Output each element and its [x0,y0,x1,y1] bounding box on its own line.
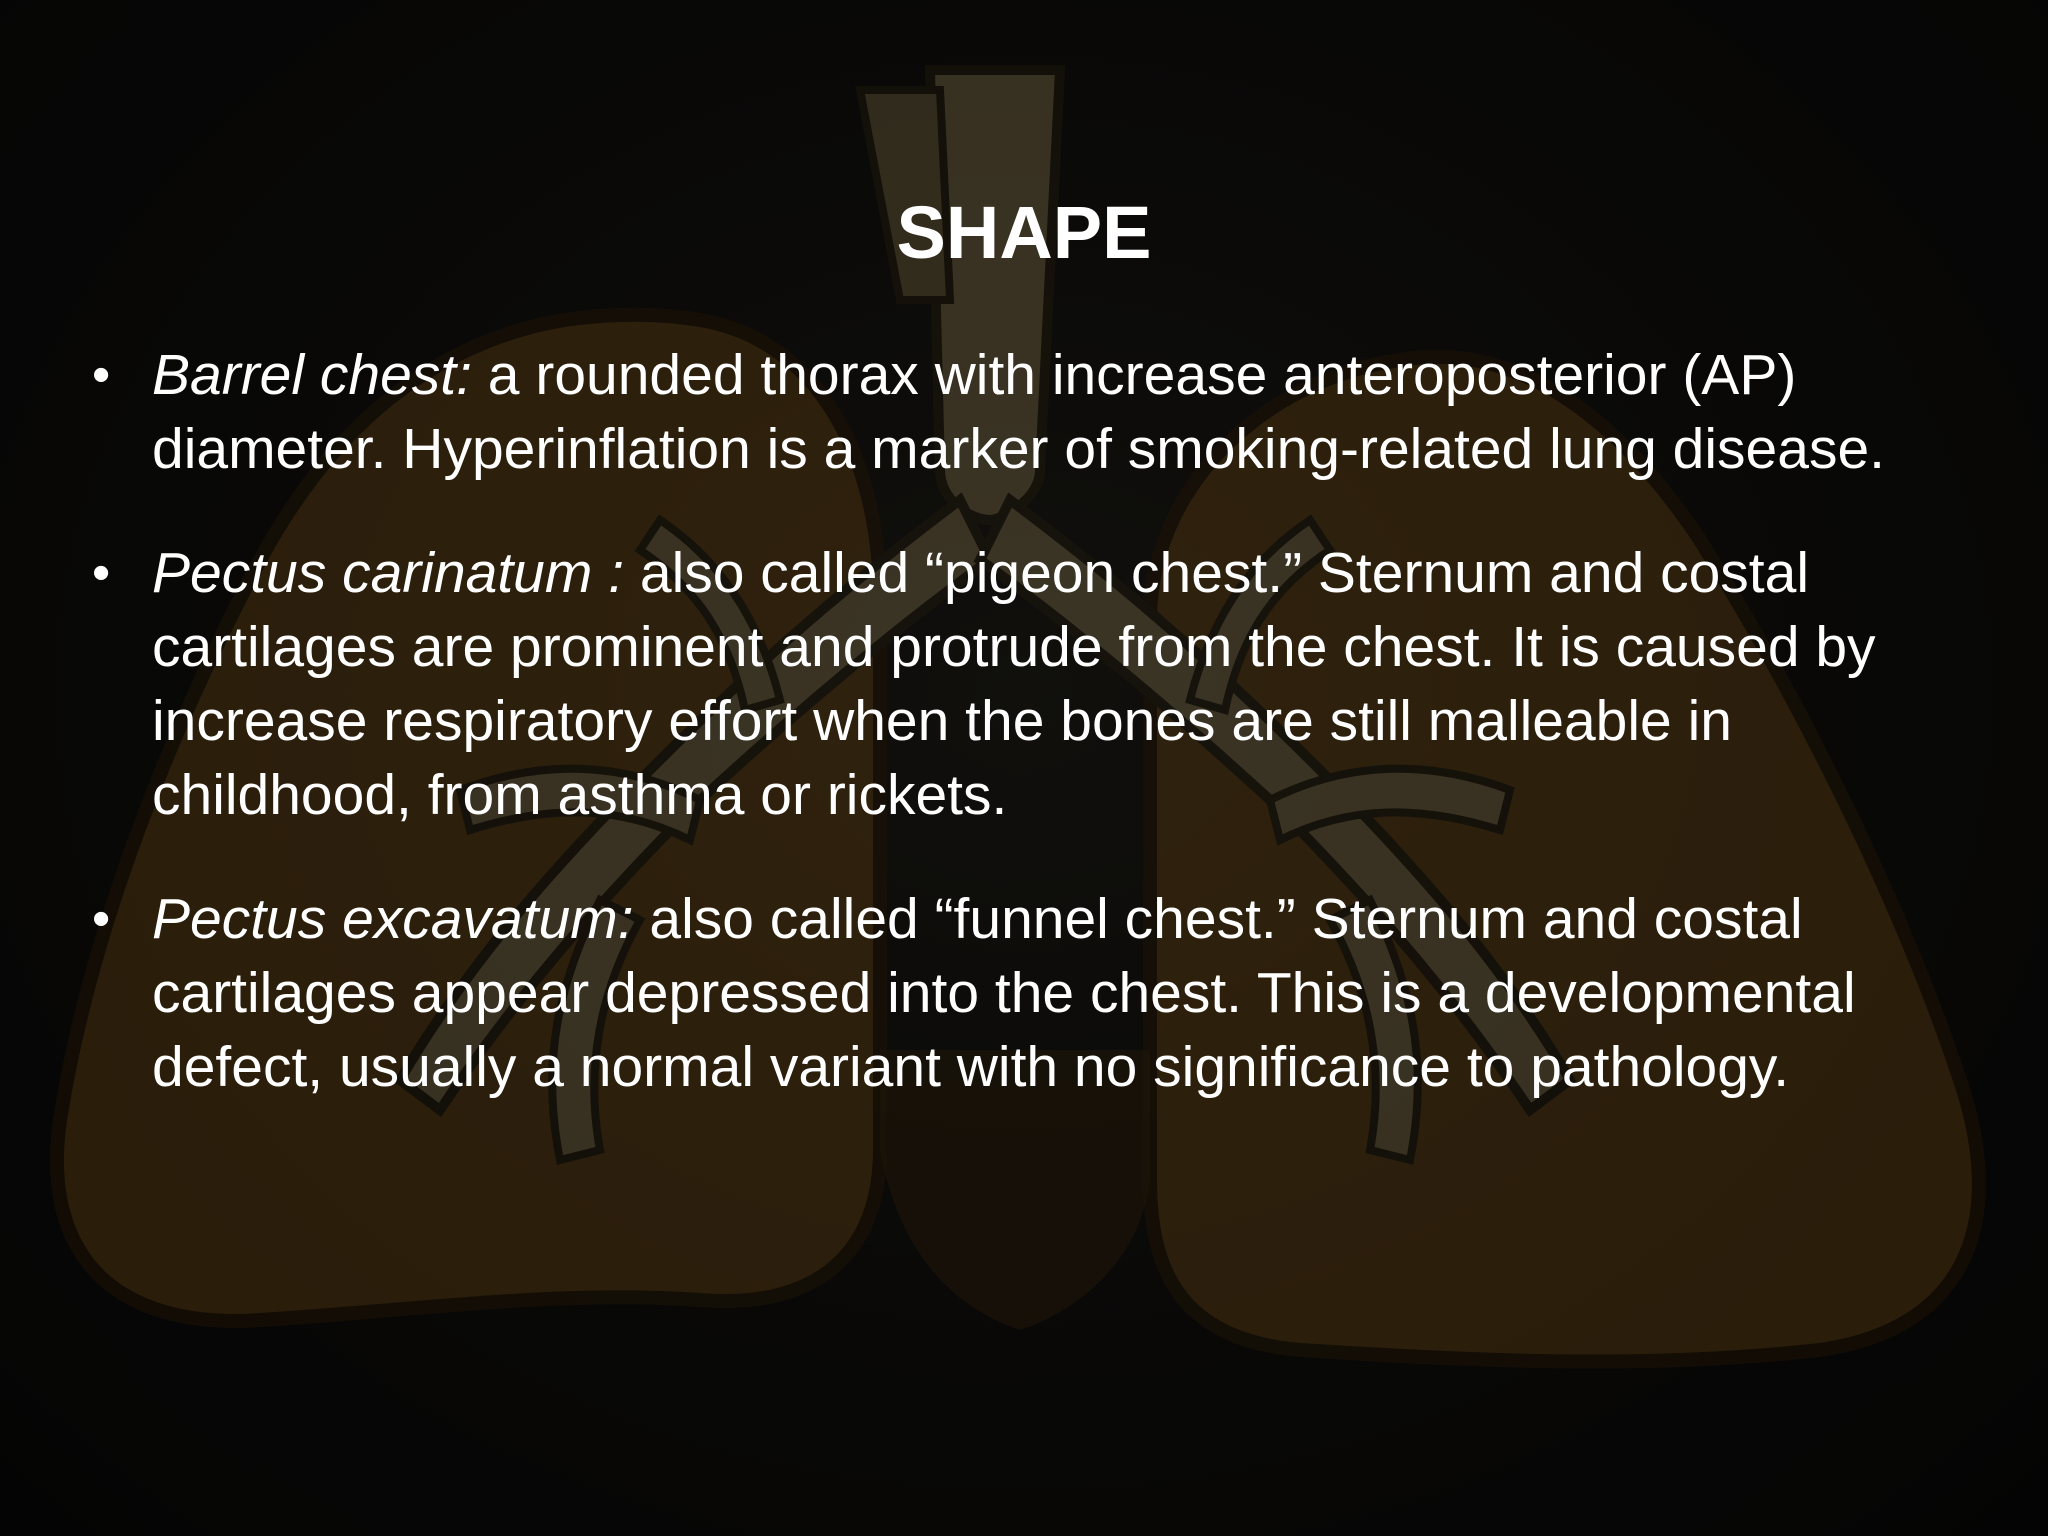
bullet-term: Pectus carinatum : [152,541,625,605]
bullet-term: Pectus excavatum: [152,887,634,951]
bullet-text [152,882,1972,1104]
bullet-text [152,338,1972,486]
bullet-description: a rounded thorax with increase anteroposterior (AP) diameter. Hyperinflation is a marker of smoking-related lung disease. [152,343,1885,481]
bullet-description: also called “pigeon chest.” Sternum and costal cartilages are prominent and protrude from the chest. It is caused by increase respiratory effort when the bones are still malleable in childhood, from asthma or rickets. [152,541,1876,827]
bullet-item-pectus-carinatum [92,536,1972,832]
bullet-description: also called “funnel chest.” Sternum and costal cartilages appear depressed into the chest. This is a developmental defect, usually a normal variant with no significance to pathology. [152,887,1856,1099]
bullet-list [92,338,1972,1154]
bullet-item-barrel-chest [92,338,1972,486]
bullet-term: Barrel chest: [152,343,472,407]
bullet-dot-icon: • [92,544,111,602]
bullet-dot-icon: • [92,890,111,948]
bullet-item-pectus-excavatum [92,882,1972,1104]
bullet-text [152,536,1972,832]
bullet-dot-icon: • [92,346,111,404]
slide-title: SHAPE [896,191,1152,274]
